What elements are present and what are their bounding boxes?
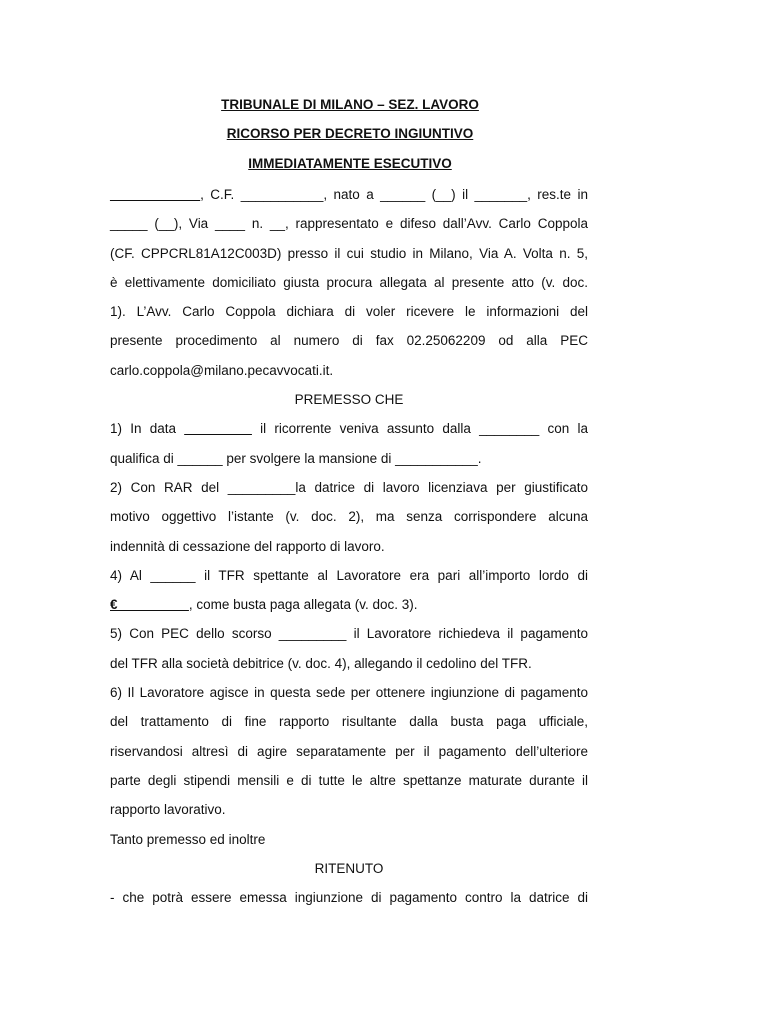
paragraph-line: - che potrà essere emessa ingiunzione di pagamento contro la datrice di [110, 890, 588, 906]
paragraph-line: indennità di cessazione del rapporto di lavoro. [110, 538, 385, 554]
date-blank: _________ [184, 421, 252, 437]
intro-line: è elettivamente domiciliato giusta procura allegata al presente atto (v. doc. [110, 274, 588, 290]
paragraph-line: qualifica di ______ per svolgere la mansione di ___________. [110, 450, 482, 466]
paragraph-line: rapporto lavorativo. [110, 802, 226, 818]
intro-line: ____________, C.F. ___________, nato a ______ (__) il _______, res.te in [110, 187, 588, 202]
paragraph-line: 1) In data _________ il ricorrente veniva assunto dalla ________ con la [110, 421, 588, 437]
document-subtitle: IMMEDIATAMENTE ESECUTIVO [248, 156, 452, 171]
section-title-premesso: PREMESSO CHE [294, 392, 404, 408]
paragraph-line: 4) Al ______ il TFR spettante al Lavoratore era pari all’importo lordo di [110, 567, 588, 583]
intro-line: _____ (__), Via ____ n. __, rappresentato e difeso dall’Avv. Carlo Coppola [110, 216, 588, 232]
claimant-name-blank: ____________ [110, 187, 201, 202]
document-body [110, 180, 588, 912]
intro-line: presente procedimento al numero di fax 02.25062209 od alla PEC [110, 333, 588, 349]
section-title-ritenuto: RITENUTO [314, 860, 384, 876]
paragraph-line: 2) Con RAR del _________la datrice di lavoro licenziava per giustificato [110, 479, 588, 495]
paragraph-line: Tanto premesso ed inoltre [110, 831, 266, 847]
court-heading: TRIBUNALE DI MILANO – SEZ. LAVORO [221, 97, 479, 112]
paragraph-line: parte degli stipendi mensili e di tutte le altre spettanze maturate durante il [110, 772, 588, 788]
document-title: RICORSO PER DECRETO INGIUNTIVO [226, 126, 474, 141]
intro-line: carlo.coppola@milano.pecavvocati.it. [110, 362, 334, 378]
intro-line: (CF. CPPCRL81A12C003D) presso il cui studio in Milano, Via A. Volta n. 5, [110, 245, 588, 261]
paragraph-line: 6) Il Lavoratore agisce in questa sede per ottenere ingiunzione di pagamento [110, 685, 588, 701]
intro-line: 1). L’Avv. Carlo Coppola dichiara di voler ricevere le informazioni del [110, 304, 588, 320]
amount-blank: € _________ [110, 597, 189, 613]
paragraph-line: € _________, come busta paga allegata (v. doc. 3). [110, 597, 418, 613]
paragraph-line: 5) Con PEC dello scorso _________ il Lavoratore richiedeva il pagamento [110, 626, 588, 642]
paragraph-line: del trattamento di fine rapporto risultante dalla busta paga ufficiale, [110, 714, 588, 730]
paragraph-line: motivo oggettivo l’istante (v. doc. 2), ma senza corrispondere alcuna [110, 509, 588, 525]
paragraph-line: del TFR alla società debitrice (v. doc. 4), allegando il cedolino del TFR. [110, 655, 532, 671]
paragraph-line: riservandosi altresì di agire separatamente per il pagamento dell’ulteriore [110, 743, 588, 759]
